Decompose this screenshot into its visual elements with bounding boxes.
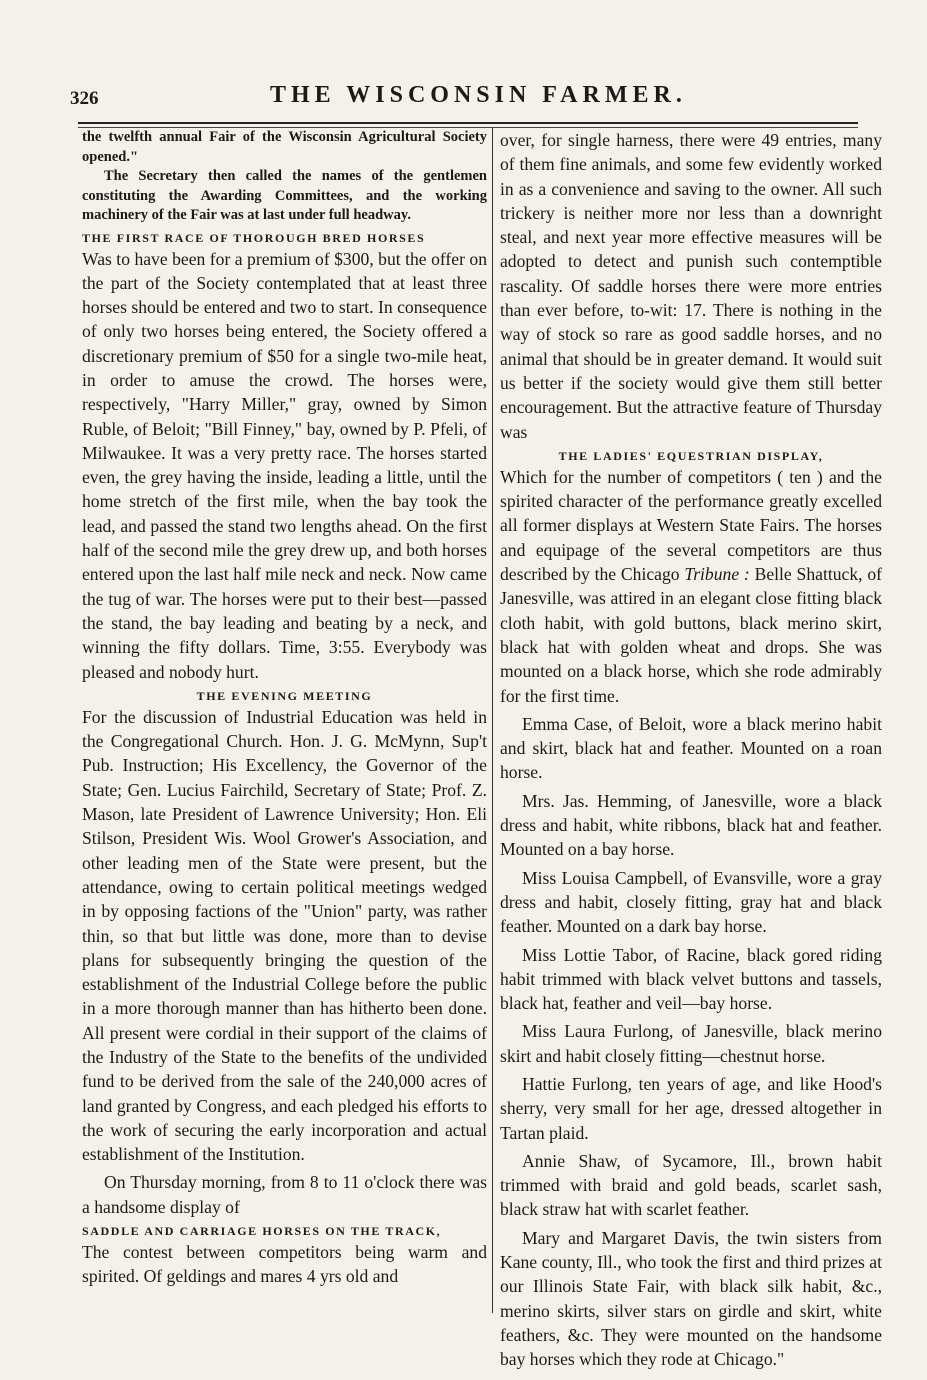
paragraph-text: Which for the number of competitors ( ten ) and the spirited character of the performance greatly excelled all former displays at Western State Fairs. The horses and equipage of the several competitors are thus described by the Chicago: [500, 466, 882, 585]
running-title: THE WISCONSIN FARMER.: [270, 82, 687, 108]
paragraph: [500, 465, 882, 708]
paragraph: Emma Case, of Beloit, wore a black merino habit and skirt, black hat and feather. Mounted on a roan horse.: [500, 713, 882, 783]
paragraph: Mrs. Jas. Hemming, of Janesville, wore a black dress and habit, white ribbons, black hat and feather. Mounted on a bay horse.: [500, 790, 882, 860]
section-heading: SADDLE AND CARRIAGE HORSES ON THE TRACK,: [82, 1224, 442, 1239]
paragraph: Mary and Margaret Davis, the twin sisters from Kane county, Ill., who took the first and third prizes at our Illinois State Fair, with black silk habit, &c., merino skirts, silver stars on girdle and skirt, white feathers, &c. They were mounted on the handsome bay horses which they rode at Chicago.": [500, 1227, 882, 1370]
paragraph: Miss Lottie Tabor, of Racine, black gored riding habit trimmed with black velvet buttons and tassels, black hat, feather and veil—bay horse.: [500, 944, 882, 1014]
section-heading: THE LADIES' EQUESTRIAN DISPLAY,: [558, 448, 824, 463]
paragraph: Miss Louisa Campbell, of Evansville, wore a gray dress and habit, closely fitting, gray hat and black feather. Mounted on a dark bay horse.: [500, 867, 882, 937]
section-heading: THE EVENING MEETING: [196, 688, 373, 703]
section-heading: THE FIRST RACE OF THOROUGH BRED HORSES: [82, 230, 426, 245]
paragraph-text: Belle Shattuck, of Janesville, was attired in an elegant close fitting black cloth habit, with gold buttons, black merino skirt, black hat with golden wheat and drops. She was mounted on a black horse, which she rode admirably for the first time.: [500, 564, 882, 706]
right-column: [500, 128, 882, 1372]
column-divider: [492, 128, 493, 1313]
paragraph: the twelfth annual Fair of the Wisconsin Agricultural Society opened.": [82, 129, 487, 165]
paragraph: over, for single harness, there were 49 entries, many of them fine animals, and some few evidently worked in as a convenience and saving to the owner. All such trickery is neither more nor less than a downright steal, and next year more effective measures will be adopted to detect and punish such contemptible rascality. Of saddle horses there were more entries than ever before, to-wit: 17. There is nothing in the way of stock so rare as good saddle horses, and no animal that should be in greater demand. It would suit us better if the society would give them still better encouragement. But the attractive feature of Thursday was: [500, 130, 882, 442]
paragraph: Hattie Furlong, ten years of age, and like Hood's sherry, very small for her age, dressed altogether in Tartan plaid.: [500, 1073, 882, 1143]
page-number: 326: [70, 88, 99, 109]
paragraph: Miss Laura Furlong, of Janesville, black merino skirt and habit closely fitting—chestnut horse.: [500, 1021, 882, 1066]
paragraph: Was to have been for a premium of $300, but the offer on the part of the Society contemplated that at least three horses should be entered and two to start. In consequence of only two horses being entered, the Society offered a discretionary premium of $50 for a single two-mile heat, in order to amuse the crowd. The horses were, respectively, "Harry Miller," gray, owned by Simon Ruble, of Beloit; "Bill Finney," bay, owned by P. Pfeli, of Milwaukee. It was a very pretty race. The horses started even, the grey having the inside, leading a little, until the home stretch of the first mile, when the bay took the lead, and passed the stand two lengths ahead. On the first half of the second mile the grey drew up, and both horses entered upon the last half mile neck and neck. Now came the tug of war. The horses were put to their best—passed the stand, the bay leading and beating by a neck, and winning the fifty dollars. Time, 3:55. Everybody was pleased and nobody hurt.: [82, 248, 487, 682]
paragraph: Annie Shaw, of Sycamore, Ill., brown habit trimmed with braid and gold beads, scarlet sash, black straw hat with scarlet feather.: [500, 1150, 882, 1220]
header-rule: [78, 122, 858, 124]
left-column: [82, 128, 487, 1289]
paragraph: The Secretary then called the names of the gentlemen constituting the Awarding Committees, and the working machinery of the Fair was at last under full headway.: [82, 168, 487, 223]
newspaper-title: Tribune :: [684, 564, 750, 585]
paragraph: The contest between competitors being warm and spirited. Of geldings and mares 4 yrs old and: [82, 1242, 487, 1287]
paragraph: For the discussion of Industrial Education was held in the Congregational Church. Hon. J. G. McMynn, Sup't Pub. Instruction; His Excellency, the Governor of the State; Gen. Lucius Fairchild, Secretary of State; Prof. Z. Mason, late President of Lawrence University; Hon. Eli Stilson, President Wis. Wool Grower's Association, and other leading men of the State were present, but the attendance, owing to certain political meetings wedged in by opposing factions of the "Union" party, was rather thin, so that but little was done, more than to devise plans for subsequently bringing the question of the establishment of the Industrial College before the public in a more thorough manner than has hitherto been done. All present were cordial in their support of the claims of the Industry of the State to the benefits of the undivided fund to be derived from the sale of the 240,000 acres of land granted by Congress, and each pledged his efforts to the work of securing the early incorporation and actual establishment of the Institution.: [82, 706, 487, 1165]
paragraph: On Thursday morning, from 8 to 11 o'clock there was a handsome display of: [82, 1172, 487, 1217]
page-header: [70, 80, 870, 114]
